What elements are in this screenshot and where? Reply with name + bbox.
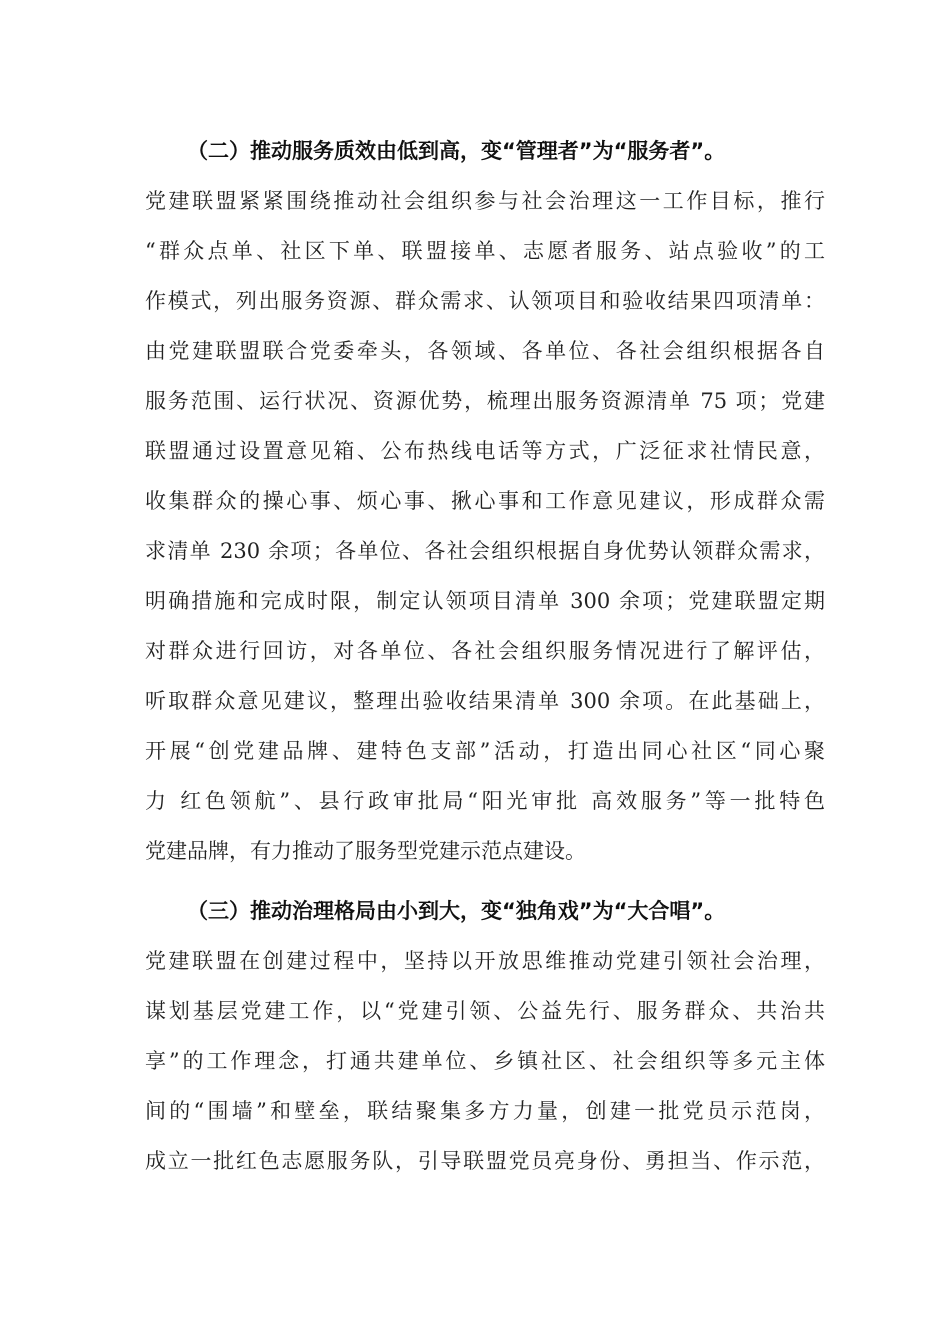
section-3 xyxy=(145,886,825,1186)
paragraph-line: 服务范围、运行状况、资源优势，梳理出服务资源清单 75 项；党建 xyxy=(145,389,825,413)
section-heading: （三）推动治理格局由小到大，变“独角戏”为“大合唱”。 xyxy=(187,899,726,923)
paragraph-line: 党建联盟在创建过程中，坚持以开放思维推动党建引领社会治理， xyxy=(145,949,825,973)
section-2 xyxy=(145,126,825,876)
paragraph-line: 听取群众意见建议，整理出验收结果清单 300 余项。在此基础上， xyxy=(145,689,825,713)
paragraph-line: 谋划基层党建工作，以“党建引领、公益先行、服务群众、共治共 xyxy=(145,999,825,1023)
paragraph-line: 党建联盟紧紧围绕推动社会组织参与社会治理这一工作目标，推行 xyxy=(145,189,825,213)
paragraph-line: 联盟通过设置意见箱、公布热线电话等方式，广泛征求社情民意， xyxy=(145,439,825,463)
paragraph-line: 间的“围墙”和壁垒，联结聚集多方力量，创建一批党员示范岗， xyxy=(145,1099,825,1123)
paragraph-line: 作模式，列出服务资源、群众需求、认领项目和验收结果四项清单： xyxy=(145,289,825,313)
paragraph-line: 力 红色领航”、县行政审批局“阳光审批 高效服务”等一批特色 xyxy=(145,789,825,813)
paragraph-line: 党建品牌，有力推动了服务型党建示范点建设。 xyxy=(145,839,586,863)
section-heading: （二）推动服务质效由低到高，变“管理者”为“服务者”。 xyxy=(187,139,726,163)
paragraph-line: 收集群众的操心事、烦心事、揪心事和工作意见建议，形成群众需 xyxy=(145,489,825,513)
paragraph-line: 成立一批红色志愿服务队，引导联盟党员亮身份、勇担当、作示范， xyxy=(145,1149,825,1173)
paragraph-line: 明确措施和完成时限，制定认领项目清单 300 余项；党建联盟定期 xyxy=(145,589,825,613)
paragraph-line: 由党建联盟联合党委牵头，各领域、各单位、各社会组织根据各自 xyxy=(145,339,825,363)
paragraph-line: 开展“创党建品牌、建特色支部”活动，打造出同心社区“同心聚 xyxy=(145,739,825,763)
paragraph-line: 享”的工作理念，打通共建单位、乡镇社区、社会组织等多元主体 xyxy=(145,1049,825,1073)
paragraph-line: 求清单 230 余项；各单位、各社会组织根据自身优势认领群众需求， xyxy=(145,539,825,563)
paragraph-line: “群众点单、社区下单、联盟接单、志愿者服务、站点验收”的工 xyxy=(145,239,825,263)
paragraph-line: 对群众进行回访，对各单位、各社会组织服务情况进行了解评估， xyxy=(145,639,825,663)
